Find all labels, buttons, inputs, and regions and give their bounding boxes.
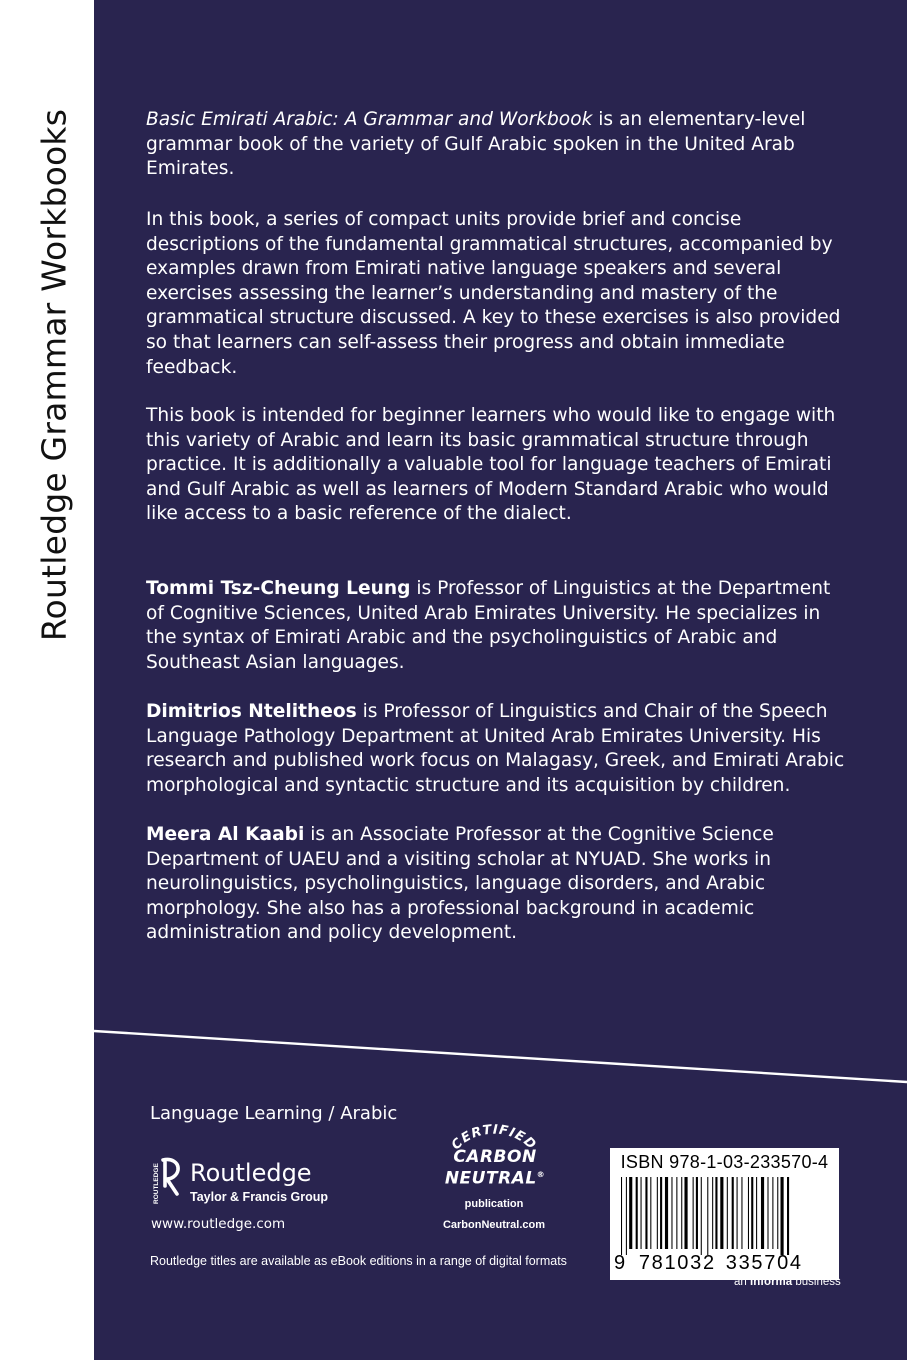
- back-cover: [94, 0, 907, 1360]
- author-name: Dimitrios Ntelitheos: [146, 701, 357, 722]
- routledge-vertical-mark: ROUTLEDGE: [153, 1163, 160, 1204]
- barcode-bar: [748, 1177, 749, 1249]
- neutral-label: NEUTRAL®: [444, 1168, 546, 1189]
- barcode-bar: [645, 1177, 647, 1249]
- barcode-bar: [693, 1177, 694, 1249]
- barcode-bar: [761, 1177, 764, 1249]
- publisher-name: Routledge: [190, 1159, 312, 1187]
- ean-lead-digit: 9: [614, 1252, 627, 1274]
- series-title: Routledge Grammar Workbooks: [34, 108, 74, 642]
- author-bio-text: is Professor of Linguistics at the Department of Cognitive Sciences, United Arab Emirates University. He specializes in the syntax of Emirati Arabic and the psycholinguistics of Arabic and Southeast Asian languages.: [146, 578, 831, 673]
- barcode-bar: [737, 1177, 738, 1249]
- barcode-bar: [681, 1177, 682, 1249]
- barcode-bar: [767, 1177, 768, 1249]
- barcode-bar: [741, 1177, 742, 1249]
- ebook-availability-note: Routledge titles are available as eBook editions in a range of digital formats: [150, 1254, 567, 1268]
- barcode-bar: [720, 1177, 723, 1249]
- publisher-logo: [149, 1156, 349, 1236]
- description-paragraph-3: [146, 404, 846, 527]
- barcode-bar: [660, 1177, 662, 1249]
- carbon-neutral-seal: [438, 1115, 550, 1240]
- barcode-bar: [665, 1177, 668, 1249]
- barcode-bar: [787, 1177, 789, 1255]
- carbon-neutral-url[interactable]: CarbonNeutral.com: [442, 1219, 546, 1231]
- ean-right-digits: 335704: [725, 1252, 803, 1274]
- barcode-bar: [751, 1177, 753, 1249]
- description-text: In this book, a series of compact units provide brief and concise descriptions of the fundamental grammatical structures, accompanied by examples drawn from Emirati native language speakers and several exercises assessing the learner’s understanding and mastery of the grammatical structure discussed. A key to these exercises is also provided so that learners can self-assess their progress and obtain immediate feedback.: [146, 209, 841, 378]
- description-text: This book is intended for beginner learners who would like to engage with this variety of Arabic and learn its basic grammatical structure through practice. It is additionally a valuable tool for language teachers of Emirati and Gulf Arabic as well as learners of Modern Standard Arabic who would like access to a basic reference of the dialect.: [146, 405, 836, 525]
- barcode-bar: [732, 1177, 734, 1249]
- informa-brand: informa: [750, 1276, 793, 1288]
- publisher-website[interactable]: www.routledge.com: [151, 1216, 286, 1232]
- description-paragraph-2: [146, 208, 846, 380]
- barcode-bar: [707, 1177, 708, 1255]
- author-name: Meera Al Kaabi: [146, 824, 305, 845]
- author-bio: [146, 700, 846, 798]
- barcode-bar: [621, 1177, 622, 1255]
- author-name: Tommi Tsz-Cheung Leung: [146, 578, 411, 599]
- barcode-bar: [777, 1177, 778, 1249]
- barcode-bar: [727, 1177, 728, 1249]
- barcode-bar: [715, 1177, 717, 1249]
- author-bio-text: is Professor of Linguistics and Chair of the Speech Language Pathology Department at United Arab Emirates University. His research and published work focus on Malagasy, Greek, and Emirati Arabic morphological and syntactic structure and its acquisition by children.: [146, 701, 845, 796]
- description-paragraph-1: [146, 108, 846, 182]
- author-bio-text: is an Associate Professor at the Cognitive Science Department of UAEU and a visiting scholar at NYUAD. She works in neurolinguistics, psycholinguistics, language disorders, and Arabic morphology. She also has a professional background in academic administration and policy development.: [146, 824, 774, 944]
- barcode-bar: [650, 1177, 651, 1249]
- barcode-bars: [620, 1177, 832, 1255]
- barcode-bar: [772, 1177, 773, 1249]
- ean-digits: [614, 1252, 835, 1275]
- barcode-bar: [756, 1177, 757, 1249]
- barcode-bar: [780, 1177, 783, 1255]
- routledge-r-icon: [149, 1156, 183, 1208]
- barcode-bar: [684, 1177, 687, 1249]
- author-bio: [146, 577, 846, 675]
- barcode-bar: [701, 1177, 702, 1255]
- barcode-bar: [671, 1177, 672, 1249]
- subject-category: Language Learning / Arabic: [150, 1103, 398, 1124]
- certified-label: CERTIFIED: [448, 1122, 540, 1154]
- barcode-bar: [629, 1177, 632, 1249]
- barcode-bar: [641, 1177, 642, 1249]
- barcode-bar: [676, 1177, 677, 1249]
- informa-tagline: an informa business: [734, 1276, 841, 1288]
- barcode-bar: [657, 1177, 658, 1249]
- ean-left-digits: 781032: [638, 1252, 716, 1274]
- isbn-barcode: [610, 1148, 839, 1280]
- carbon-label: CARBON: [453, 1147, 537, 1167]
- publication-label: publication: [464, 1198, 524, 1210]
- author-bio: [146, 823, 846, 946]
- isbn-number: ISBN 978-1-03-233570-4: [620, 1152, 829, 1172]
- barcode-bar: [626, 1177, 627, 1255]
- book-title: Basic Emirati Arabic: A Grammar and Workbook: [146, 109, 593, 130]
- barcode-bar: [696, 1177, 698, 1249]
- barcode-bar: [712, 1177, 713, 1249]
- description-text: is an elementary-level grammar book of the variety of Gulf Arabic spoken in the United Arab Emirates.: [146, 109, 806, 180]
- barcode-bar: [636, 1177, 638, 1249]
- publisher-group: Taylor & Francis Group: [190, 1190, 328, 1204]
